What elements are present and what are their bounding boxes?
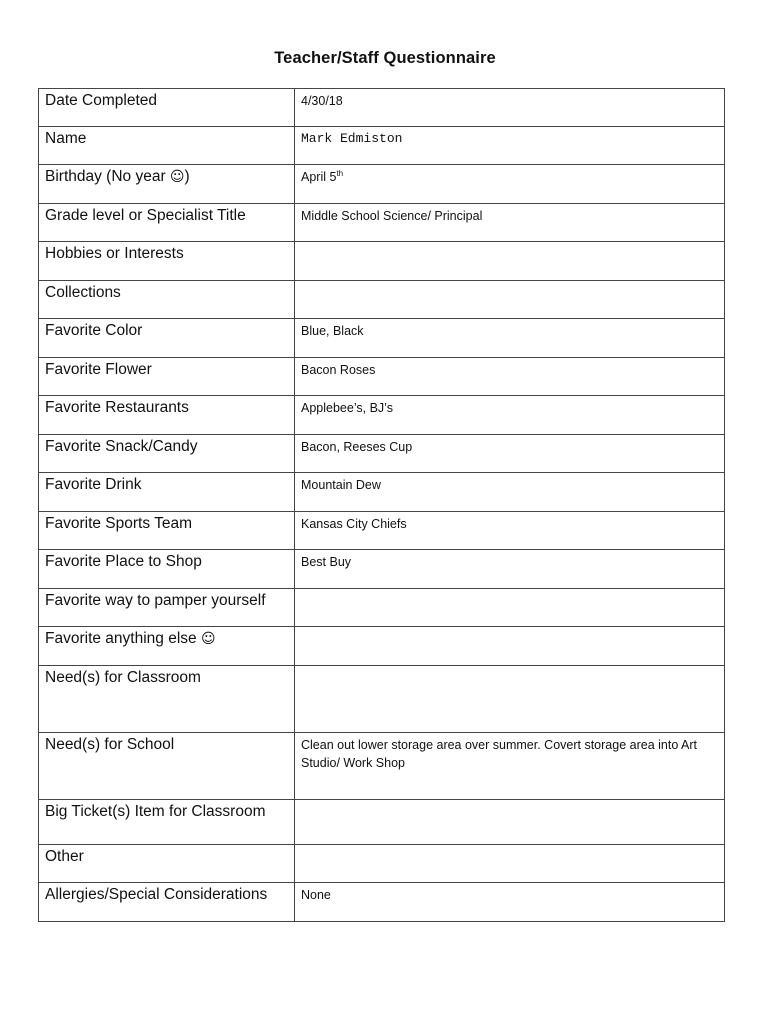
- field-label: Need(s) for School: [39, 733, 295, 800]
- field-label: Need(s) for Classroom: [39, 666, 295, 733]
- table-row: [39, 589, 725, 627]
- field-value[interactable]: Kansas City Chiefs: [295, 512, 725, 550]
- field-label: Name: [39, 127, 295, 165]
- field-label: Big Ticket(s) Item for Classroom: [39, 800, 295, 845]
- field-value[interactable]: [295, 845, 725, 883]
- field-value[interactable]: Bacon, Reeses Cup: [295, 435, 725, 473]
- field-value[interactable]: [295, 589, 725, 627]
- table-row: [39, 242, 725, 281]
- field-value[interactable]: None: [295, 883, 725, 922]
- field-label: Grade level or Specialist Title: [39, 204, 295, 242]
- questionnaire-table: [38, 88, 725, 922]
- table-row: [39, 281, 725, 319]
- field-value[interactable]: Mountain Dew: [295, 473, 725, 512]
- field-value[interactable]: [295, 666, 725, 733]
- field-value[interactable]: [295, 627, 725, 666]
- table-row: [39, 800, 725, 845]
- field-label: Favorite Flower: [39, 358, 295, 396]
- field-label: Collections: [39, 281, 295, 319]
- table-row: [39, 666, 725, 733]
- field-value[interactable]: Bacon Roses: [295, 358, 725, 396]
- table-row: [39, 550, 725, 589]
- field-label: Other: [39, 845, 295, 883]
- field-label: Date Completed: [39, 89, 295, 127]
- field-value[interactable]: [295, 800, 725, 845]
- value-text: April 5: [301, 170, 337, 184]
- field-value[interactable]: Mark Edmiston: [295, 127, 725, 165]
- table-row: [39, 733, 725, 800]
- field-label: Favorite Restaurants: [39, 396, 295, 435]
- field-value[interactable]: [295, 281, 725, 319]
- table-row: [39, 358, 725, 396]
- table-row: [39, 165, 725, 204]
- label-text-end: ): [184, 168, 190, 185]
- field-value[interactable]: Applebee’s, BJ’s: [295, 396, 725, 435]
- field-value[interactable]: 4/30/18: [295, 89, 725, 127]
- table-row: [39, 627, 725, 666]
- field-value[interactable]: Middle School Science/ Principal: [295, 204, 725, 242]
- field-label: [39, 165, 295, 204]
- table-row: [39, 883, 725, 922]
- label-text: Favorite anything else: [45, 630, 201, 647]
- field-value[interactable]: [295, 242, 725, 281]
- table-row: [39, 435, 725, 473]
- value-superscript: th: [336, 168, 344, 178]
- field-label: [39, 627, 295, 666]
- field-label: Favorite Sports Team: [39, 512, 295, 550]
- table-row: [39, 512, 725, 550]
- field-value[interactable]: Best Buy: [295, 550, 725, 589]
- table-row: [39, 89, 725, 127]
- field-label: Allergies/Special Considerations: [39, 883, 295, 922]
- field-label: Hobbies or Interests: [39, 242, 295, 281]
- table-row: [39, 319, 725, 358]
- smiley-icon: ☺: [169, 169, 185, 185]
- field-label: Favorite way to pamper yourself: [39, 589, 295, 627]
- field-label: Favorite Color: [39, 319, 295, 358]
- table-row: [39, 473, 725, 512]
- table-row: [39, 396, 725, 435]
- label-text: Birthday (No year: [45, 168, 170, 185]
- field-label: Favorite Drink: [39, 473, 295, 512]
- page-title: Teacher/Staff Questionnaire: [274, 49, 496, 67]
- field-label: Favorite Place to Shop: [39, 550, 295, 589]
- field-label: Favorite Snack/Candy: [39, 435, 295, 473]
- field-value[interactable]: Clean out lower storage area over summer. Covert storage area into Art Studio/ Work Shop: [295, 733, 725, 800]
- field-value[interactable]: [295, 165, 725, 204]
- smiley-icon: ☺: [200, 631, 216, 647]
- field-value[interactable]: Blue, Black: [295, 319, 725, 358]
- table-row: [39, 845, 725, 883]
- table-row: [39, 127, 725, 165]
- table-row: [39, 204, 725, 242]
